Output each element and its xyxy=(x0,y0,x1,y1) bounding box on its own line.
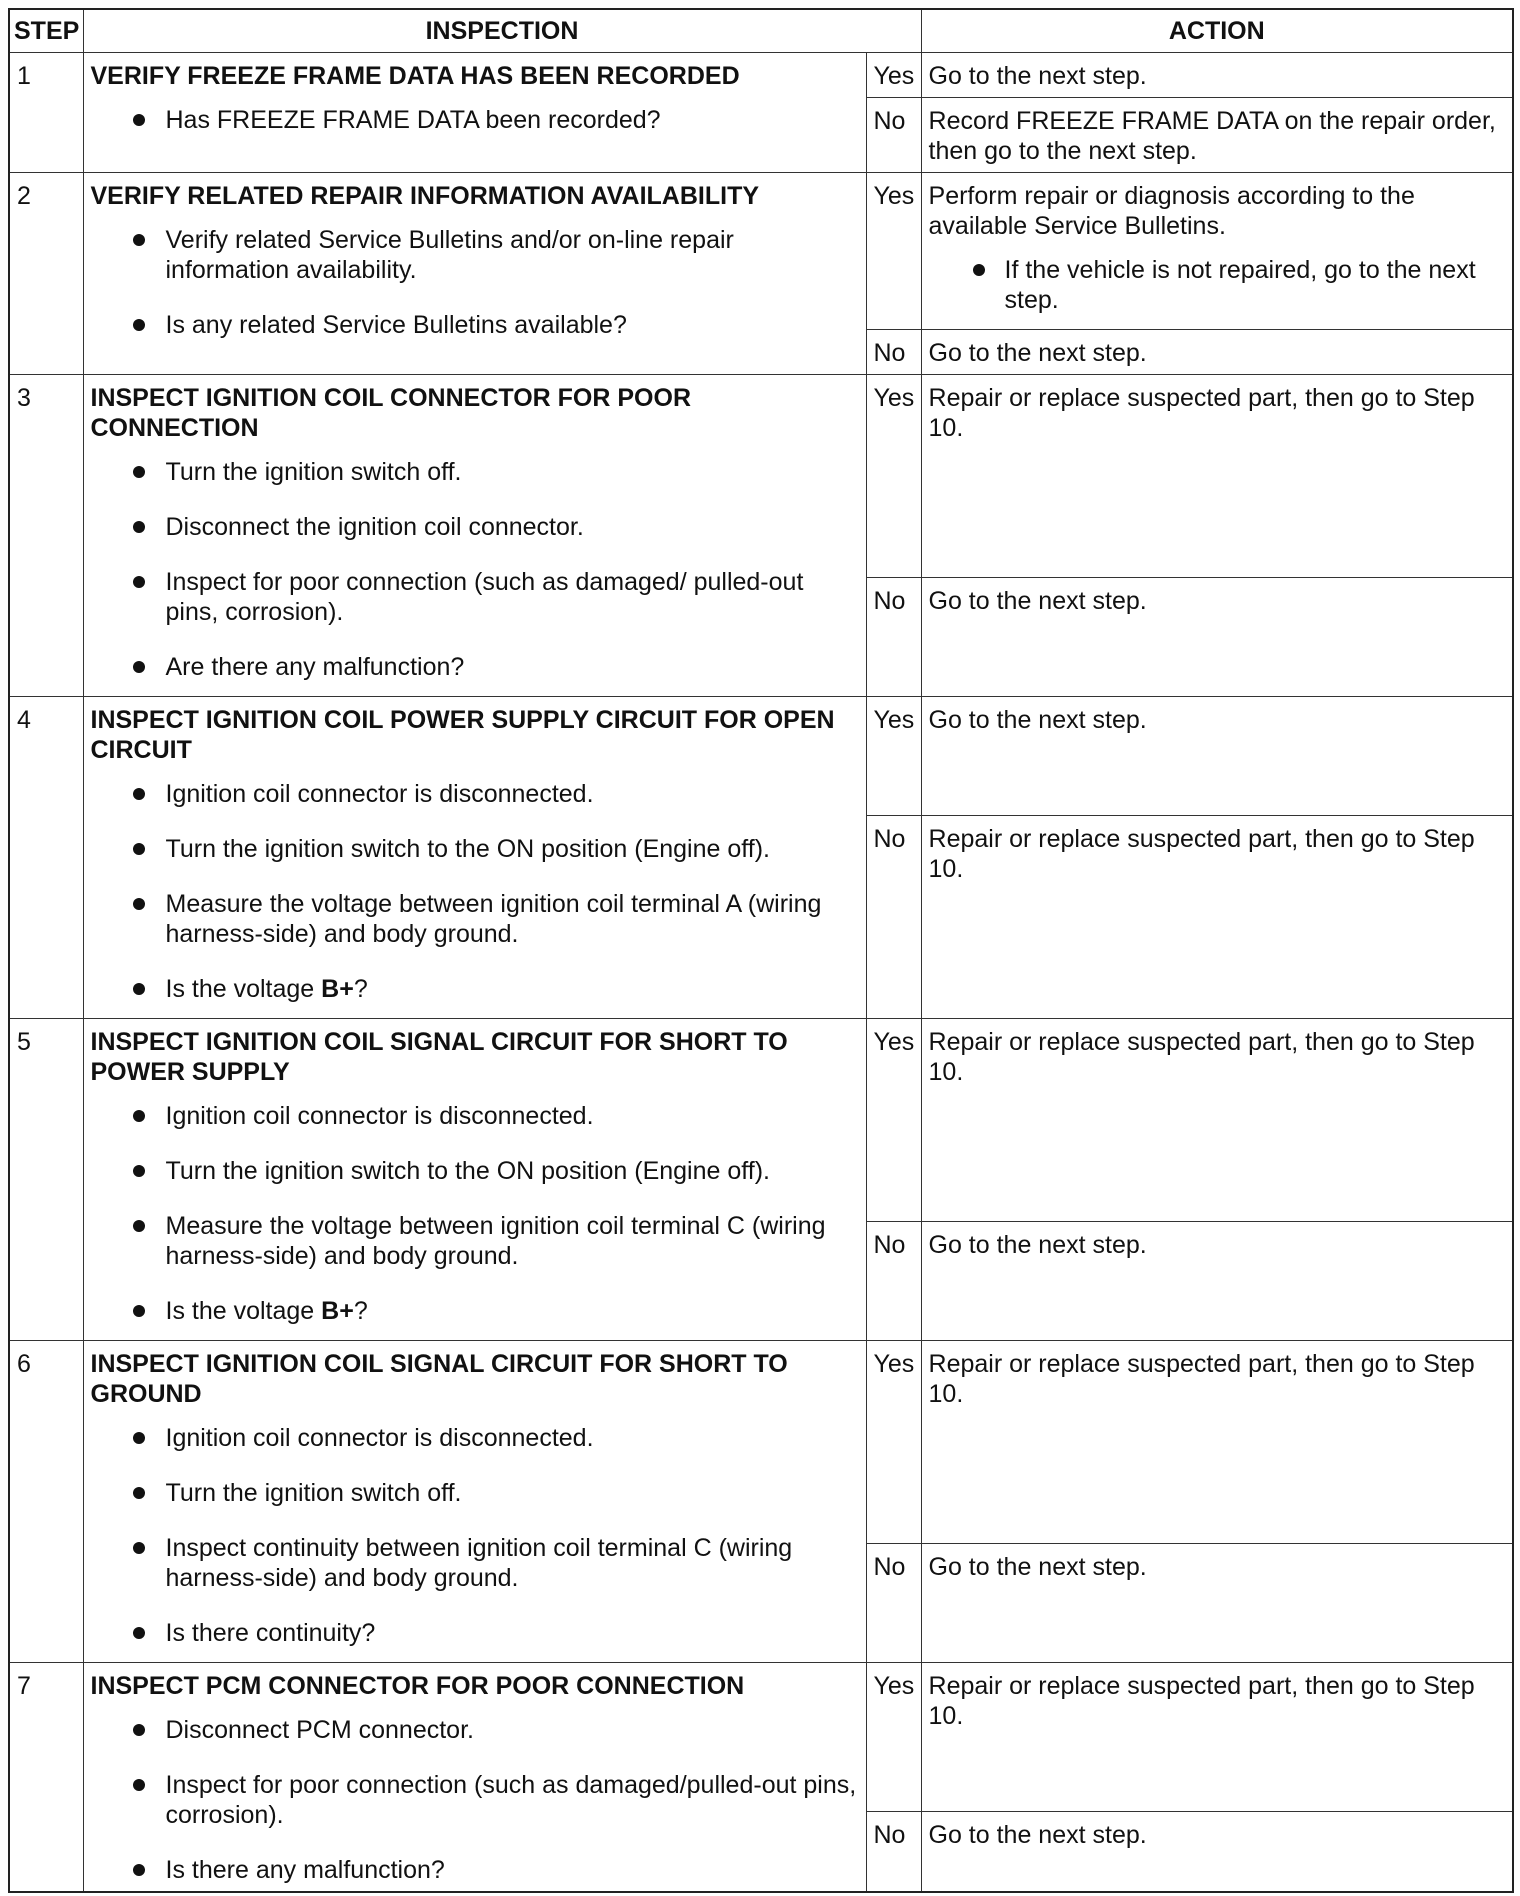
inspection-cell xyxy=(83,1019,866,1341)
step-title: INSPECT IGNITION COIL SIGNAL CIRCUIT FOR SHORT TO POWER SUPPLY xyxy=(90,1028,788,1086)
no-action: Go to the next step. xyxy=(921,1222,1513,1341)
step-title: VERIFY RELATED REPAIR INFORMATION AVAILABILITY xyxy=(90,182,760,210)
yes-action: Perform repair or diagnosis according to the available Service Bulletins. xyxy=(928,182,1415,240)
step-2-yes-row xyxy=(9,173,1513,330)
inspection-cell xyxy=(83,1663,866,1893)
action-column-header: ACTION xyxy=(921,9,1513,53)
voltage-value: B+ xyxy=(321,1297,354,1325)
yes-label: Yes xyxy=(866,1019,921,1222)
inspection-bullets xyxy=(91,1101,859,1326)
step-3-yes-row xyxy=(9,375,1513,578)
no-label: No xyxy=(866,1812,921,1893)
no-label: No xyxy=(866,98,921,173)
inspection-bullets xyxy=(91,1423,859,1648)
inspection-cell xyxy=(83,697,866,1019)
bullet-item: Turn the ignition switch to the ON position (Engine off). xyxy=(91,1156,859,1186)
bullet-item: Turn the ignition switch to the ON position (Engine off). xyxy=(91,834,859,864)
voltage-value: B+ xyxy=(321,975,354,1003)
diagnostic-procedure-document xyxy=(8,8,1512,1888)
bullet-item: Verify related Service Bulletins and/or on-line repair information availability. xyxy=(91,225,859,285)
bullet-item: Disconnect the ignition coil connector. xyxy=(91,512,859,542)
step-number: 4 xyxy=(9,697,83,1019)
inspection-cell xyxy=(83,53,866,173)
step-number: 2 xyxy=(9,173,83,375)
no-action: Repair or replace suspected part, then go to Step 10. xyxy=(921,816,1513,1019)
inspection-cell xyxy=(83,375,866,697)
bullet-item: Ignition coil connector is disconnected. xyxy=(91,779,859,809)
yes-label: Yes xyxy=(866,1341,921,1544)
yes-label: Yes xyxy=(866,53,921,98)
no-action: Go to the next step. xyxy=(921,578,1513,697)
table-header-row xyxy=(9,9,1513,53)
inspection-bullets xyxy=(91,225,859,340)
yes-label: Yes xyxy=(866,375,921,578)
inspection-bullets xyxy=(91,1715,859,1885)
yes-action: Go to the next step. xyxy=(921,53,1513,98)
bullet-item xyxy=(91,974,859,1004)
bullet-item: Is there continuity? xyxy=(91,1618,859,1648)
inspection-bullets xyxy=(91,457,859,682)
step-4-yes-row xyxy=(9,697,1513,816)
no-label: No xyxy=(866,578,921,697)
bullet-item: Inspect for poor connection (such as damaged/ pulled-out pins, corrosion). xyxy=(91,567,859,627)
no-action: Go to the next step. xyxy=(921,330,1513,375)
inspection-cell xyxy=(83,173,866,375)
yes-action-cell xyxy=(921,173,1513,330)
no-label: No xyxy=(866,330,921,375)
bullet-item: Turn the ignition switch off. xyxy=(91,457,859,487)
inspection-bullets xyxy=(91,779,859,1004)
step-number: 3 xyxy=(9,375,83,697)
question-prefix: Is the voltage xyxy=(165,1297,322,1325)
question-suffix: ? xyxy=(353,975,368,1003)
no-label: No xyxy=(866,1544,921,1663)
step-5-yes-row xyxy=(9,1019,1513,1222)
bullet-item: Ignition coil connector is disconnected. xyxy=(91,1101,859,1131)
bullet-item: Disconnect PCM connector. xyxy=(91,1715,859,1745)
yes-action: Repair or replace suspected part, then go to Step 10. xyxy=(921,375,1513,578)
yes-action: Go to the next step. xyxy=(921,697,1513,816)
bullet-item xyxy=(91,1296,859,1326)
yes-action: Repair or replace suspected part, then go to Step 10. xyxy=(921,1663,1513,1812)
no-label: No xyxy=(866,816,921,1019)
step-number: 6 xyxy=(9,1341,83,1663)
yes-action: Repair or replace suspected part, then go to Step 10. xyxy=(921,1341,1513,1544)
diagnostic-table xyxy=(8,8,1514,1893)
sub-bullet-item: If the vehicle is not repaired, go to the next step. xyxy=(929,255,1506,315)
no-label: No xyxy=(866,1222,921,1341)
bullet-item: Inspect continuity between ignition coil terminal C (wiring harness-side) and body ground. xyxy=(91,1533,859,1593)
inspection-bullets xyxy=(91,105,859,135)
yes-label: Yes xyxy=(866,697,921,816)
bullet-item: Is any related Service Bulletins available? xyxy=(91,310,859,340)
step-title: INSPECT PCM CONNECTOR FOR POOR CONNECTION xyxy=(90,1672,745,1700)
question-prefix: Is the voltage xyxy=(165,975,322,1003)
step-column-header: STEP xyxy=(9,9,83,53)
inspection-cell xyxy=(83,1341,866,1663)
step-7-yes-row xyxy=(9,1663,1513,1812)
step-1-yes-row xyxy=(9,53,1513,98)
step-title: INSPECT IGNITION COIL CONNECTOR FOR POOR CONNECTION xyxy=(90,384,692,442)
action-sub-bullets xyxy=(929,255,1506,315)
yes-label: Yes xyxy=(866,173,921,330)
bullet-item: Has FREEZE FRAME DATA been recorded? xyxy=(91,105,859,135)
no-action: Go to the next step. xyxy=(921,1544,1513,1663)
step-6-yes-row xyxy=(9,1341,1513,1544)
step-number: 7 xyxy=(9,1663,83,1893)
bullet-item: Is there any malfunction? xyxy=(91,1855,859,1885)
step-number: 1 xyxy=(9,53,83,173)
question-suffix: ? xyxy=(353,1297,368,1325)
inspection-column-header: INSPECTION xyxy=(83,9,921,53)
yes-action: Repair or replace suspected part, then go to Step 10. xyxy=(921,1019,1513,1222)
yes-label: Yes xyxy=(866,1663,921,1812)
step-number: 5 xyxy=(9,1019,83,1341)
bullet-item: Ignition coil connector is disconnected. xyxy=(91,1423,859,1453)
bullet-item: Measure the voltage between ignition coil terminal A (wiring harness-side) and body ground. xyxy=(91,889,859,949)
bullet-item: Measure the voltage between ignition coil terminal C (wiring harness-side) and body ground. xyxy=(91,1211,859,1271)
step-title: VERIFY FREEZE FRAME DATA HAS BEEN RECORDED xyxy=(90,62,740,90)
bullet-item: Are there any malfunction? xyxy=(91,652,859,682)
step-title: INSPECT IGNITION COIL SIGNAL CIRCUIT FOR SHORT TO GROUND xyxy=(90,1350,788,1408)
step-title: INSPECT IGNITION COIL POWER SUPPLY CIRCUIT FOR OPEN CIRCUIT xyxy=(90,706,835,764)
no-action: Record FREEZE FRAME DATA on the repair order, then go to the next step. xyxy=(921,98,1513,173)
bullet-item: Inspect for poor connection (such as damaged/pulled-out pins, corrosion). xyxy=(91,1770,859,1830)
no-action: Go to the next step. xyxy=(921,1812,1513,1893)
bullet-item: Turn the ignition switch off. xyxy=(91,1478,859,1508)
